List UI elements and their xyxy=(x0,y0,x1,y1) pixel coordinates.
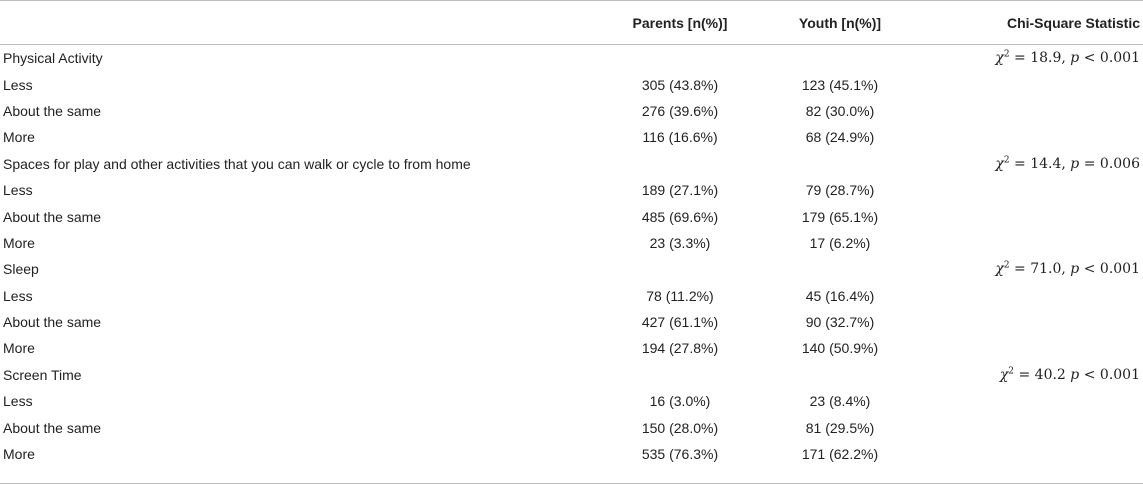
row-label: More xyxy=(3,234,35,251)
row-label: Sleep xyxy=(3,261,39,278)
chi-stat-value: 71.0 xyxy=(1030,261,1062,278)
row-label: More xyxy=(3,446,35,463)
table-row xyxy=(0,124,1143,150)
chi-square-cell xyxy=(945,309,1143,335)
bottom-rule xyxy=(0,483,1143,484)
p-symbol: p xyxy=(1070,155,1080,172)
youth-value: 45 (16.4%) xyxy=(805,287,875,304)
row-label: Physical Activity xyxy=(3,50,103,67)
youth-value xyxy=(750,151,945,177)
table-row xyxy=(0,71,1143,97)
parents-value: 78 (11.2%) xyxy=(646,287,714,304)
p-value: 0.006 xyxy=(1099,155,1140,172)
chi-square-cell xyxy=(945,71,1143,97)
youth-value: 90 (32.7%) xyxy=(805,314,875,331)
chi-stat-value: 14.4 xyxy=(1030,155,1062,172)
table-body xyxy=(0,45,1143,467)
header-category xyxy=(0,0,600,45)
p-value: 0.001 xyxy=(1099,261,1140,278)
chi-exponent: 2 xyxy=(1003,260,1010,271)
youth-value: 81 (29.5%) xyxy=(805,419,875,436)
youth-value xyxy=(750,256,945,282)
row-label: Less xyxy=(3,182,33,199)
row-label: More xyxy=(3,340,35,357)
parents-value: 116 (16.6%) xyxy=(642,129,718,146)
chi-symbol: χ xyxy=(995,261,1004,278)
parents-value: 485 (69.6%) xyxy=(641,208,719,225)
table-row-section xyxy=(0,45,1143,71)
youth-value: 79 (28.7%) xyxy=(805,182,875,199)
chi-exponent: 2 xyxy=(1003,49,1010,60)
chi-square-cell xyxy=(945,177,1143,203)
row-label: About the same xyxy=(3,314,102,331)
youth-value xyxy=(750,362,945,388)
chi-separator: , xyxy=(1061,261,1071,278)
parents-value xyxy=(600,256,750,282)
p-relation: < xyxy=(1083,366,1096,383)
chi-symbol: χ xyxy=(995,50,1004,67)
table-row xyxy=(0,230,1143,256)
row-label: About the same xyxy=(3,419,102,436)
p-symbol: p xyxy=(1070,50,1080,67)
chi-stat-value: 18.9 xyxy=(1030,50,1062,67)
chi-square-cell xyxy=(945,124,1143,150)
chi-symbol: χ xyxy=(999,366,1009,383)
parents-value: 276 (39.6%) xyxy=(641,102,719,119)
parents-value: 427 (61.1%) xyxy=(641,314,719,331)
chi-square-cell: $\chi^2 = 40.2$ p < 0.001 xyxy=(999,366,1140,383)
youth-value: 82 (30.0%) xyxy=(805,102,875,119)
youth-value: 179 (65.1%) xyxy=(801,208,879,225)
youth-value: 17 (6.2%) xyxy=(809,234,871,251)
chi-square-cell xyxy=(945,441,1143,467)
chi-square-cell: $\chi^2 = 71.0$, p < 0.001 xyxy=(995,260,1140,278)
header-parents: Parents [n(%)] xyxy=(632,14,728,31)
chi-square-cell xyxy=(945,335,1143,361)
chi-stat-value: 40.2 xyxy=(1034,366,1066,383)
table-row xyxy=(0,203,1143,229)
youth-value: 68 (24.9%) xyxy=(805,129,875,146)
table-row-section xyxy=(0,362,1143,388)
chi-square-cell: $\chi^2 = 14.4$, p = 0.006 xyxy=(995,155,1140,172)
table-row xyxy=(0,309,1143,335)
row-label: About the same xyxy=(3,102,102,119)
youth-value: 123 (45.1%) xyxy=(801,76,879,93)
parents-value: 305 (43.8%) xyxy=(641,76,719,93)
table-row xyxy=(0,98,1143,124)
row-label: Screen Time xyxy=(3,366,82,383)
table-row-section xyxy=(0,151,1143,177)
parents-value xyxy=(600,45,750,71)
parents-value xyxy=(600,362,750,388)
chi-square-cell: $\chi^2 = 18.9$, p < 0.001 xyxy=(995,49,1140,67)
row-label: Less xyxy=(3,76,33,93)
parents-value: 189 (27.1%) xyxy=(641,182,719,199)
row-label: About the same xyxy=(3,208,102,225)
row-label: Less xyxy=(3,393,33,410)
table-row xyxy=(0,335,1143,361)
p-symbol: p xyxy=(1070,261,1080,278)
table-row xyxy=(0,414,1143,440)
table-row xyxy=(0,283,1143,309)
row-label: Less xyxy=(3,287,33,304)
parents-value: 23 (3.3%) xyxy=(649,234,711,251)
parents-value: 150 (28.0%) xyxy=(641,419,719,436)
chi-separator: , xyxy=(1061,50,1071,67)
parents-value: 535 (76.3%) xyxy=(641,446,719,463)
chi-square-cell xyxy=(945,203,1143,229)
p-value: 0.001 xyxy=(1099,50,1140,67)
row-label: More xyxy=(3,129,35,146)
p-value: 0.001 xyxy=(1099,366,1140,383)
table-row xyxy=(0,388,1143,414)
parents-value xyxy=(600,151,750,177)
parents-value: 16 (3.0%) xyxy=(649,393,711,410)
p-symbol: p xyxy=(1070,366,1080,383)
row-label: Spaces for play and other activities that you can walk or cycle to from home xyxy=(3,155,471,172)
header-row xyxy=(0,0,1143,45)
youth-value xyxy=(750,45,945,71)
header-chi-square: Chi-Square Statistic xyxy=(1006,14,1140,31)
chi-square-cell xyxy=(945,98,1143,124)
chi-exponent: 2 xyxy=(1008,366,1015,377)
youth-value: 171 (62.2%) xyxy=(801,446,879,463)
chi-exponent: 2 xyxy=(1003,155,1010,166)
chi-symbol: χ xyxy=(995,155,1004,172)
chi-square-cell xyxy=(945,388,1143,414)
table-row-section xyxy=(0,256,1143,282)
chi-square-cell xyxy=(945,414,1143,440)
youth-value: 23 (8.4%) xyxy=(809,393,871,410)
table-row xyxy=(0,177,1143,203)
youth-value: 140 (50.9%) xyxy=(801,340,879,357)
p-relation: = xyxy=(1083,155,1096,172)
p-relation: < xyxy=(1083,261,1096,278)
table-row xyxy=(0,441,1143,467)
parents-value: 194 (27.8%) xyxy=(641,340,719,357)
header-youth: Youth [n(%)] xyxy=(798,14,882,31)
chi-square-cell xyxy=(945,230,1143,256)
chi-square-cell xyxy=(945,283,1143,309)
chi-separator: , xyxy=(1061,155,1071,172)
p-relation: < xyxy=(1083,50,1096,67)
